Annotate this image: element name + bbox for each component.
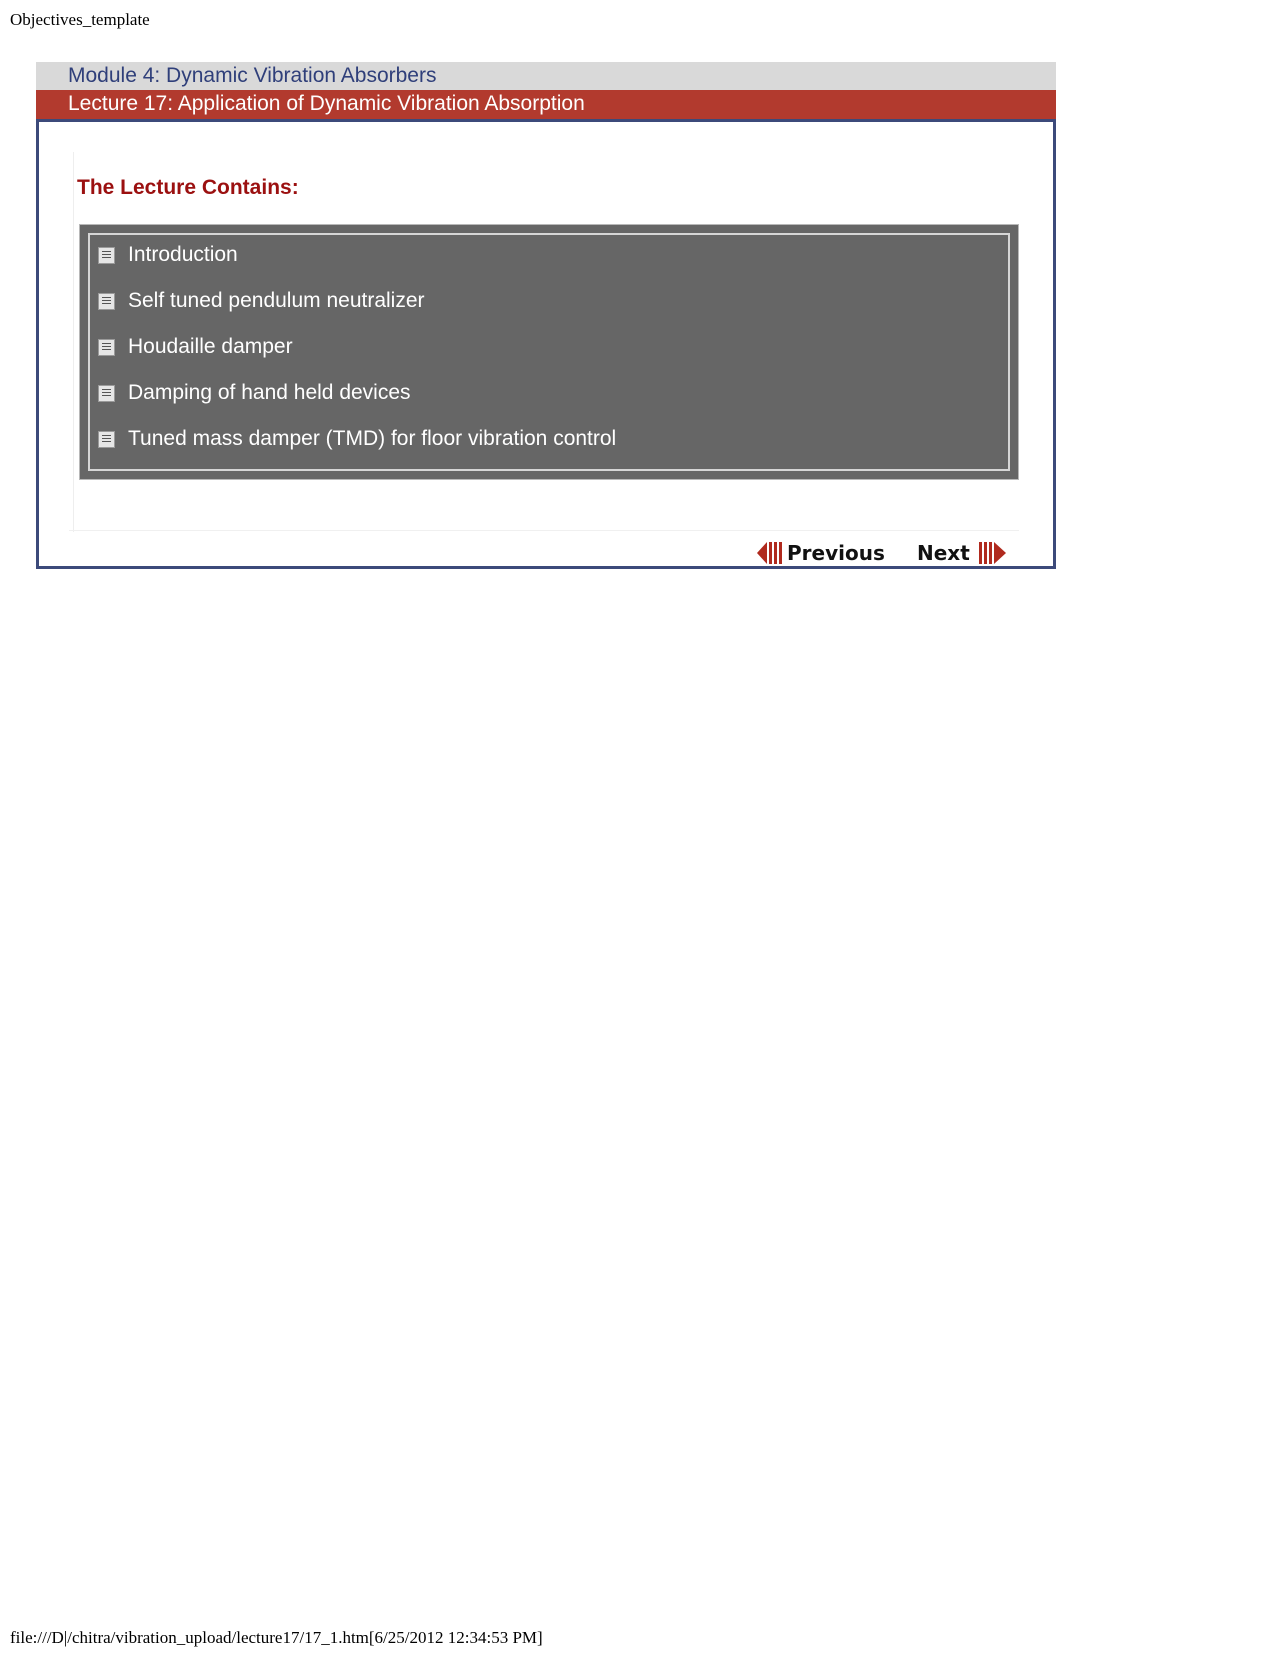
lecture-header: [36, 90, 1056, 119]
previous-button[interactable]: [757, 541, 885, 565]
document-title: Objectives_template: [10, 10, 150, 29]
document-icon: [98, 431, 115, 448]
topic-item-hand-held-devices[interactable]: [98, 378, 411, 408]
previous-label: Previous: [787, 541, 885, 565]
topic-item-tuned-mass-damper[interactable]: [98, 424, 616, 454]
document-icon: [98, 385, 115, 402]
document-icon: [98, 339, 115, 356]
topics-list-border: [88, 233, 1010, 471]
topics-list: [79, 224, 1019, 480]
section-heading: The Lecture Contains:: [77, 176, 299, 199]
footer-url: file:///D|/chitra/vibration_upload/lecture17/17_1.htm[6/25/2012 12:34:53 PM]: [10, 1628, 543, 1647]
next-button[interactable]: [917, 541, 1006, 565]
content-panel: [36, 119, 1056, 569]
topic-label: Houdaille damper: [128, 335, 293, 358]
arrow-right-icon: [976, 541, 1006, 565]
topic-item-introduction[interactable]: [98, 240, 238, 270]
content-guide-line: [73, 152, 74, 532]
arrow-left-icon: [757, 541, 787, 565]
document-icon: [98, 293, 115, 310]
topic-label: Introduction: [128, 243, 238, 266]
module-title: Module 4: Dynamic Vibration Absorbers: [68, 64, 437, 87]
module-header: [36, 62, 1056, 90]
topic-item-self-tuned-pendulum[interactable]: [98, 286, 425, 316]
topic-label: Damping of hand held devices: [128, 381, 411, 404]
lecture-title: Lecture 17: Application of Dynamic Vibration Absorption: [68, 92, 585, 115]
navigation-bar: [69, 530, 1019, 565]
document-icon: [98, 247, 115, 264]
topic-label: Self tuned pendulum neutralizer: [128, 289, 425, 312]
next-label: Next: [917, 541, 970, 565]
topic-label: Tuned mass damper (TMD) for floor vibration control: [128, 427, 617, 450]
topic-item-houdaille-damper[interactable]: [98, 332, 293, 362]
